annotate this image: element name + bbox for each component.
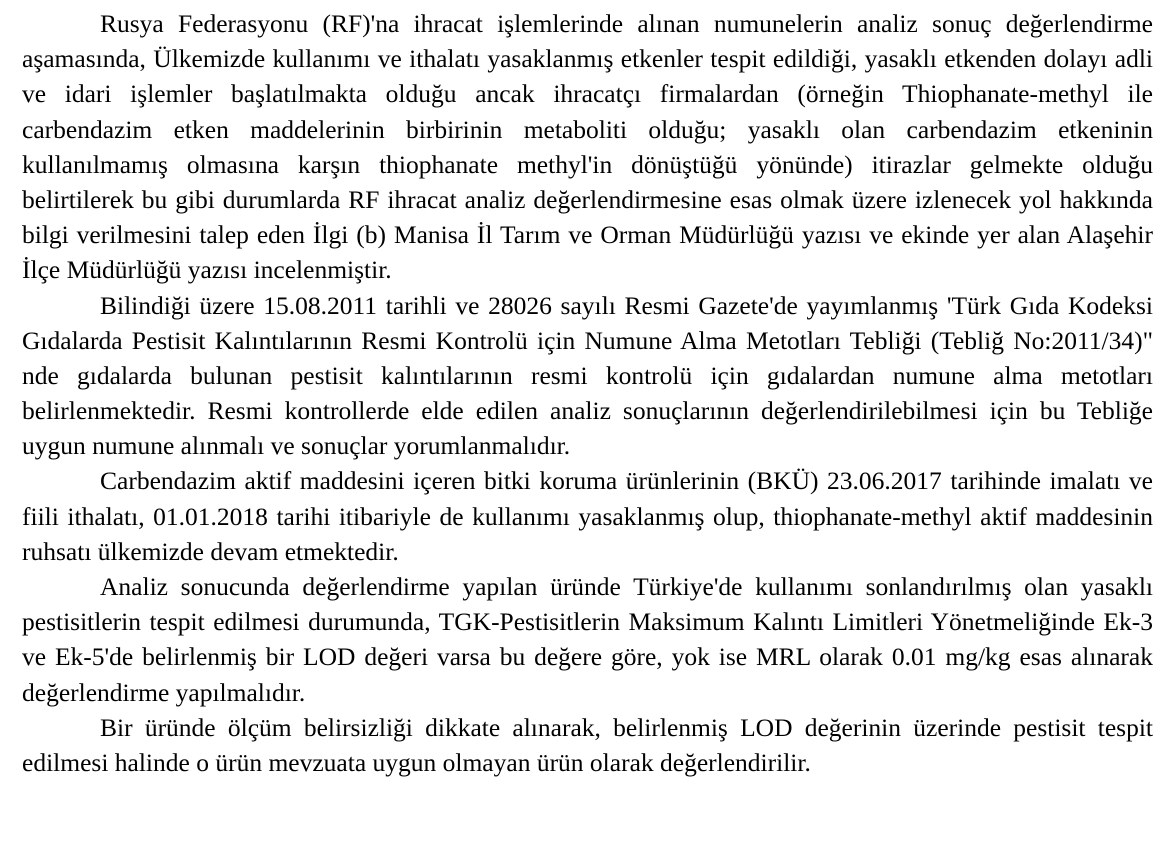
paragraph-3: Carbendazim aktif maddesini içeren bitki koruma ürünlerinin (BKÜ) 23.06.2017 tarihinde imalatı ve fiili ithalatı, 01.01.2018 tarihi itibariyle de kullanımı yasaklanmış olup, thiophanate-methyl aktif maddesinin ruhsatı ülkemizde devam etmektedir.: [22, 466, 1153, 566]
paragraph-4: Analiz sonucunda değerlendirme yapılan üründe Türkiye'de kullanımı sonlandırılmış olan yasaklı pestisitlerin tespit edilmesi durumunda, TGK-Pestisitlerin Maksimum Kalıntı Limitleri Yönetmeliğinde Ek-3 ve Ek-5'de belirlenmiş bir LOD değeri varsa bu değere göre, yok ise MRL olarak 0.01 mg/kg esas alınarak değerlendirme yapılmalıdır.: [22, 572, 1153, 707]
paragraph-5: Bir üründe ölçüm belirsizliği dikkate alınarak, belirlenmiş LOD değerinin üzerinde pestisit tespit edilmesi halinde o ürün mevzuata uygun olmayan ürün olarak değerlendirilir.: [22, 712, 1153, 777]
document-body: [22, 6, 1153, 780]
paragraph-2: Bilindiği üzere 15.08.2011 tarihli ve 28026 sayılı Resmi Gazete'de yayımlanmış 'Türk Gıda Kodeksi Gıdalarda Pestisit Kalıntılarının Resmi Kontrolü için Numune Alma Metotları Tebliği (Tebliğ No:2011/34)" nde gıdalarda bulunan pestisit kalıntılarının resmi kontrolü için gıdalardan numune alma metotları belirlenmektedir. Resmi kontrollerde elde edilen analiz sonuçlarının değerlendirilebilmesi için bu Tebliğe uygun numune alınmalı ve sonuçlar yorumlanmalıdır.: [22, 290, 1153, 461]
paragraph-1: Rusya Federasyonu (RF)'na ihracat işlemlerinde alınan numunelerin analiz sonuç değerlendirme aşamasında, Ülkemizde kullanımı ve ithalatı yasaklanmış etkenler tespit edildiği, yasaklı etkenden dolayı adli ve idari işlemler başlatılmakta olduğu ancak ihracatçı firmalardan (örneğin Thiophanate-methyl ile carbendazim etken maddelerinin birbirinin metaboliti olduğu; yasaklı olan carbendazim etkeninin kullanılmamış olmasına karşın thiophanate methyl'in dönüştüğü yönünde) itirazlar gelmekte olduğu belirtilerek bu gibi durumlarda RF ihracat analiz değerlendirmesine esas olmak üzere izlenecek yol hakkında bilgi verilmesini talep eden İlgi (b) Manisa İl Tarım ve Orman Müdürlüğü yazısı ve ekinde yer alan Alaşehir İlçe Müdürlüğü yazısı incelenmiştir.: [22, 9, 1153, 285]
